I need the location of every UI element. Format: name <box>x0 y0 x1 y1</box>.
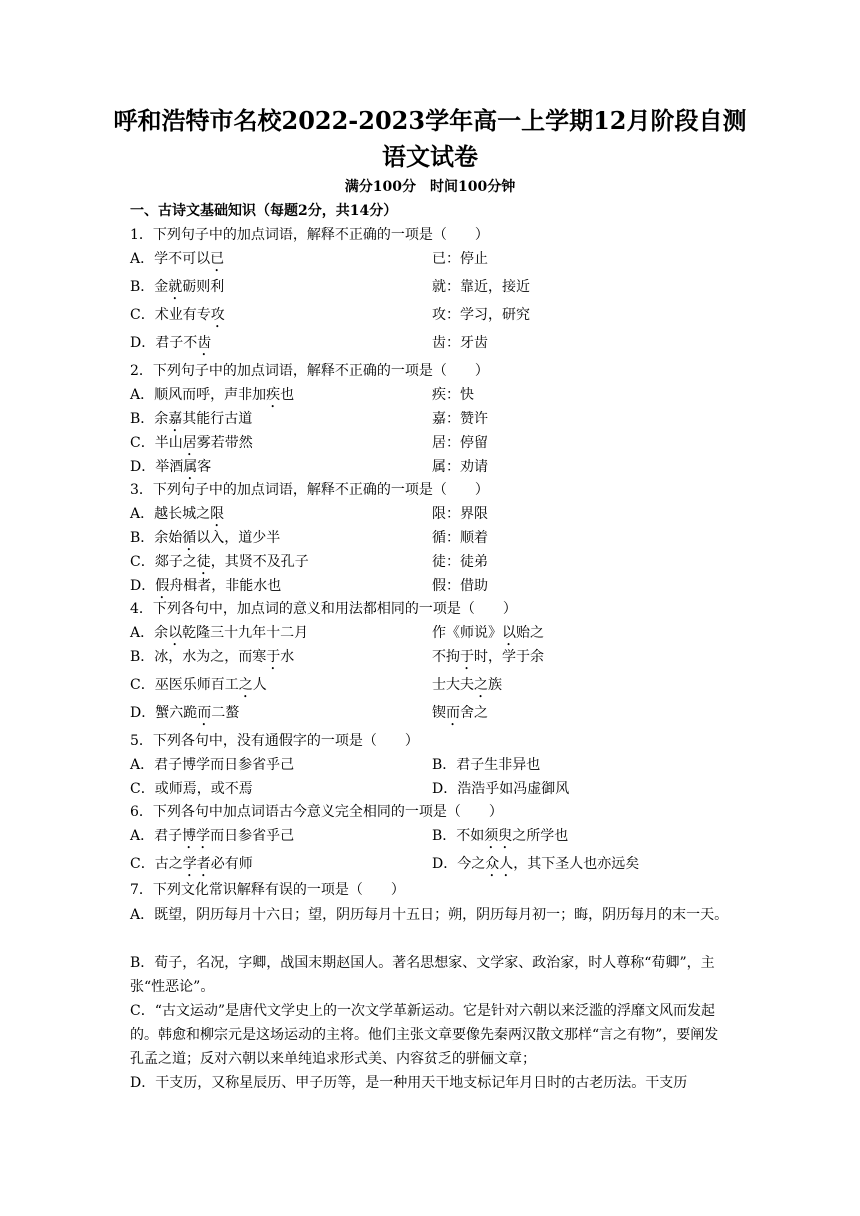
q1-option-a-explanation: 已：停止 <box>432 251 488 267</box>
q2-option-a: A．顺风而呼，声非加疾也 <box>130 387 295 403</box>
q4-option-d-left: D．蟹六跪而二螯 <box>130 705 240 721</box>
q3-option-c-explanation: 徒：徒弟 <box>432 554 488 570</box>
q4-option-a-left: A．余以乾隆三十九年十二月 <box>130 625 309 641</box>
q7-option-a: A．既望，阴历每月十六日；望，阴历每月十五日；朔，阴历每月初一；晦，阴历每月的末一天。 <box>130 907 729 923</box>
q4-option-a-right: 作《师说》以贻之 <box>432 625 544 641</box>
q4-option-b-left: B．冰，水为之，而寒于水 <box>130 649 295 665</box>
q5-option-d: D．浩浩乎如冯虚御风 <box>432 781 570 797</box>
q1-option-a: A．学不可以已 <box>130 251 225 267</box>
q1-option-b-explanation: 就：靠近，接近 <box>432 279 530 295</box>
q2-option-a-explanation: 疾：快 <box>432 387 474 403</box>
q3-option-a-explanation: 限：界限 <box>432 506 488 522</box>
q3-option-d: D．假舟楫者，非能水也 <box>130 578 282 594</box>
q3-option-c: C．郯子之徒，其贤不及孔子 <box>130 554 309 570</box>
q7-option-d: D．干支历，又称星辰历、甲子历等，是一种用天干地支标记年月日时的古老历法。干支历 <box>130 1075 688 1091</box>
q3-option-b-explanation: 循：顺着 <box>432 530 488 546</box>
score-time-info: 满分100分 时间100分钟 <box>344 179 516 195</box>
q5-option-a: A．君子博学而日参省乎己 <box>130 757 295 773</box>
q5-option-c: C．或师焉，或不焉 <box>130 781 253 797</box>
q7-option-b: B．荀子，名况，字卿，战国末期赵国人。著名思想家、文学家、政治家，时人尊称“荀卿”，主张“性恶论”。 <box>130 955 715 995</box>
q1-option-b: B．金就砺则利 <box>130 279 225 295</box>
question-7-stem: 7．下列文化常识解释有误的一项是（ ） <box>130 882 405 898</box>
q3-option-a: A．越长城之限 <box>130 506 225 522</box>
question-6-stem: 6．下列各句中加点词语古今意义完全相同的一项是（ ） <box>130 804 503 820</box>
q6-option-b: B．不如须臾之所学也 <box>432 828 569 844</box>
q4-option-d-right: 锲而舍之 <box>432 705 488 721</box>
question-4-stem: 4．下列各句中，加点词的意义和用法都相同的一项是（ ） <box>130 601 517 617</box>
q1-option-d-explanation: 齿：牙齿 <box>432 335 488 351</box>
q2-option-d: D．举酒属客 <box>130 459 212 475</box>
q3-option-b: B．余始循以入，道少半 <box>130 530 281 546</box>
exam-title-line1: 呼和浩特市名校2022-2023学年高一上学期12月阶段自测 <box>113 106 747 135</box>
q4-option-c-right: 士大夫之族 <box>432 677 502 693</box>
q6-option-c: C．古之学者必有师 <box>130 856 253 872</box>
q6-option-d: D．今之众人，其下圣人也亦远矣 <box>432 856 640 872</box>
q3-option-d-explanation: 假：借助 <box>432 578 488 594</box>
question-2-stem: 2．下列句子中的加点词语，解释不正确的一项是（ ） <box>130 363 489 379</box>
q4-option-c-left: C．巫医乐师百工之人 <box>130 677 267 693</box>
q7-option-c: C．“古文运动”是唐代文学史上的一次文学革新运动。它是针对六朝以来泛滥的浮靡文风而发起的。韩愈和柳宗元是这场运动的主将。他们主张文章要像先秦两汉散文那样“言之有物”，要阐发孔孟之道；反对六朝以来单纯追求形式美、内容贫乏的骈俪文章； <box>130 1003 719 1067</box>
q2-option-c-explanation: 居：停留 <box>432 435 488 451</box>
q2-option-b: B．余嘉其能行古道 <box>130 411 253 427</box>
q2-option-d-explanation: 属：劝请 <box>432 459 488 475</box>
question-1-stem: 1．下列句子中的加点词语，解释不正确的一项是（ ） <box>130 227 489 243</box>
q6-option-a: A．君子博学而日参省乎己 <box>130 828 295 844</box>
q2-option-b-explanation: 嘉：赞许 <box>432 411 488 427</box>
q1-option-c-explanation: 攻：学习，研究 <box>432 307 530 323</box>
q1-option-c: C．术业有专攻 <box>130 307 225 323</box>
question-5-stem: 5．下列各句中，没有通假字的一项是（ ） <box>130 733 419 749</box>
exam-title-line2: 语文试卷 <box>382 142 478 171</box>
q1-option-d: D．君子不齿 <box>130 335 212 351</box>
section-heading: 一、古诗文基础知识（每题2分，共14分） <box>130 203 398 219</box>
q2-option-c: C．半山居雾若带然 <box>130 435 253 451</box>
q5-option-b: B．君子生非异也 <box>432 757 541 773</box>
question-3-stem: 3．下列句子中的加点词语，解释不正确的一项是（ ） <box>130 482 489 498</box>
q4-option-b-right: 不拘于时，学于余 <box>432 649 544 665</box>
